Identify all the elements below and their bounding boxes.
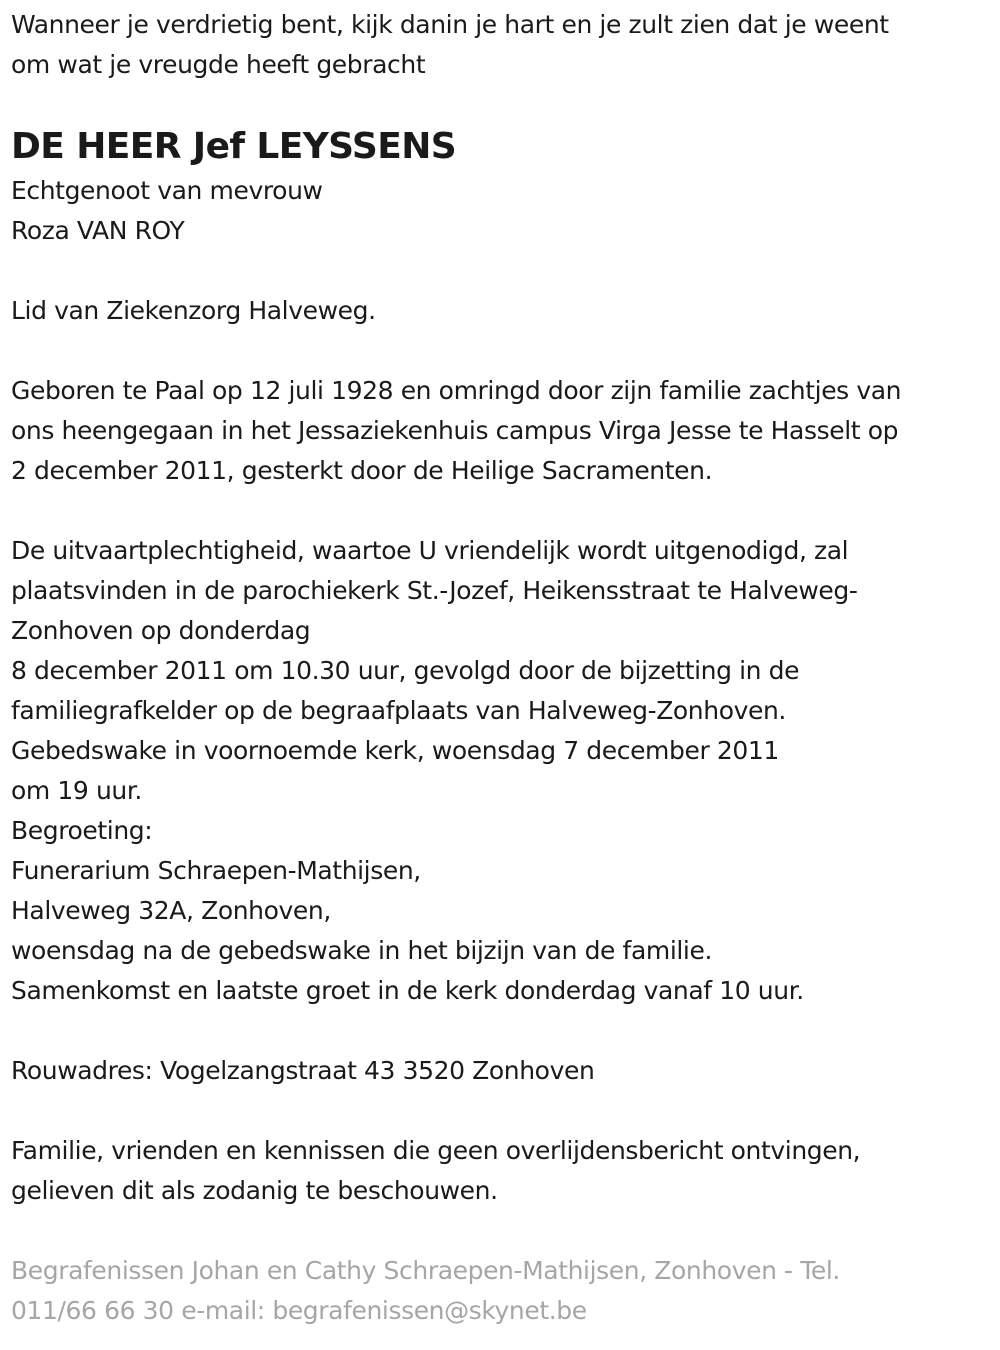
paragraph-line: gelieven dit als zodanig te beschouwen. <box>11 1176 498 1205</box>
spouse-line: Echtgenoot van mevrouw <box>11 176 323 205</box>
paragraph-line: familiegrafkelder op de begraafplaats van Halveweg-Zonhoven. <box>11 696 786 725</box>
spouse-section <box>11 171 991 251</box>
paragraph-line: woensdag na de gebedswake in het bijzijn van de familie. <box>11 936 713 965</box>
paragraph-line: Zonhoven op donderdag <box>11 616 311 645</box>
opening-quote <box>11 5 991 85</box>
paragraph-line: Funerarium Schraepen-Mathijsen, <box>11 856 421 885</box>
closing-paragraph <box>11 1131 991 1211</box>
funeral-paragraph <box>11 531 991 1011</box>
spacer <box>11 1211 991 1251</box>
spacer <box>11 331 991 371</box>
paragraph-line: plaatsvinden in de parochiekerk St.-Jozef, Heikensstraat te Halveweg- <box>11 576 858 605</box>
spacer <box>11 1091 991 1131</box>
paragraph-line: 8 december 2011 om 10.30 uur, gevolgd door de bijzetting in de <box>11 656 800 685</box>
footer-line: Begrafenissen Johan en Cathy Schraepen-Mathijsen, Zonhoven - Tel. <box>11 1256 840 1285</box>
paragraph-line: De uitvaartplechtigheid, waartoe U vriendelijk wordt uitgenodigd, zal <box>11 536 849 565</box>
deceased-name: DE HEER Jef LEYSSENS <box>11 126 457 167</box>
birth-death-paragraph <box>11 371 991 491</box>
spacer <box>11 1011 991 1051</box>
spouse-name: Roza VAN ROY <box>11 216 185 245</box>
paragraph-line: 2 december 2011, gesterkt door de Heilige Sacramenten. <box>11 456 713 485</box>
paragraph-line: Gebedswake in voornoemde kerk, woensdag 7 december 2011 <box>11 736 779 765</box>
funeral-home-footer <box>11 1251 991 1331</box>
paragraph-line: Begroeting: <box>11 816 153 845</box>
paragraph-line: Geboren te Paal op 12 juli 1928 en omringd door zijn familie zachtjes van <box>11 376 902 405</box>
quote-line: Wanneer je verdrietig bent, kijk danin je hart en je zult zien dat je weent <box>11 10 889 39</box>
spacer <box>11 491 991 531</box>
paragraph-line: om 19 uur. <box>11 776 142 805</box>
paragraph-line: Halveweg 32A, Zonhoven, <box>11 896 331 925</box>
quote-line: om wat je vreugde heeft gebracht <box>11 50 426 79</box>
death-notice <box>11 0 991 1331</box>
paragraph-line: Samenkomst en laatste groet in de kerk donderdag vanaf 10 uur. <box>11 976 804 1005</box>
mourning-address: Rouwadres: Vogelzangstraat 43 3520 Zonhoven <box>11 1056 595 1085</box>
paragraph-line: Familie, vrienden en kennissen die geen overlijdensbericht ontvingen, <box>11 1136 861 1165</box>
footer-line: 011/66 66 30 e-mail: begrafenissen@skynet.be <box>11 1296 587 1325</box>
paragraph-line: ons heengegaan in het Jessaziekenhuis campus Virga Jesse te Hasselt op <box>11 416 899 445</box>
spacer <box>11 251 991 291</box>
membership-line: Lid van Ziekenzorg Halveweg. <box>11 296 376 325</box>
